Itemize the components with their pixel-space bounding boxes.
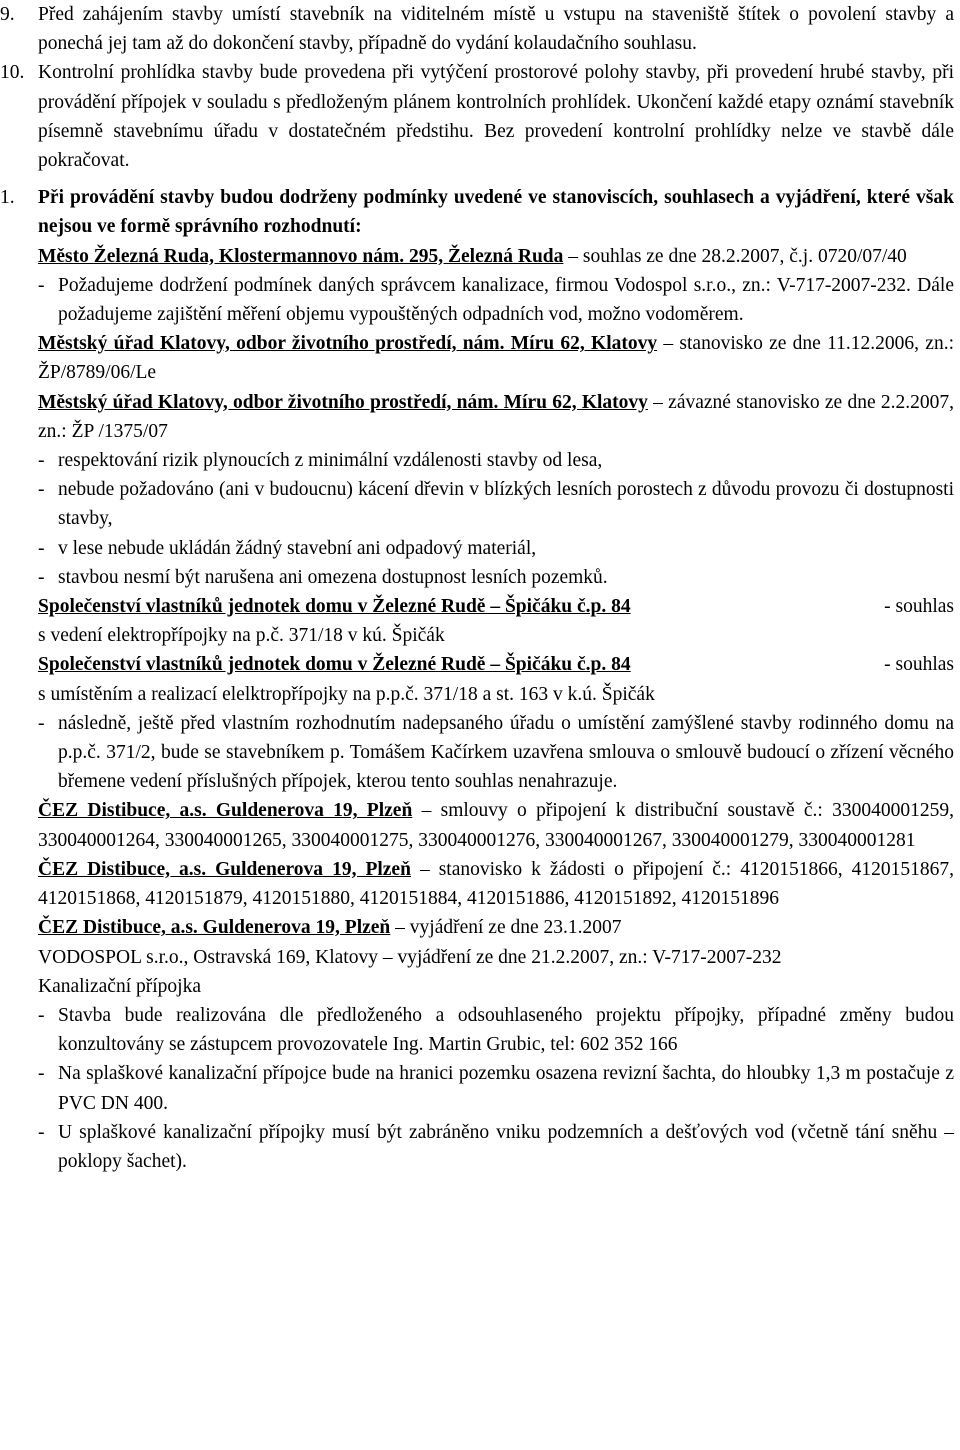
- list-item: [38, 1059, 954, 1117]
- authority-heading: Společenství vlastníků jednotek domu v Železné Rudě – Špičáku č.p. 84: [38, 596, 631, 618]
- dash-marker: -: [38, 274, 45, 296]
- list-item: [38, 475, 954, 533]
- condition-10: [0, 58, 954, 175]
- authority-type: - souhlas: [884, 596, 954, 618]
- section-mesto: [38, 242, 954, 271]
- authority-heading: ČEZ Distibuce, a.s. Guldenerova 19, Plzeň: [38, 800, 413, 822]
- list-item-text: Stavba bude realizována dle předloženého a odsouhlaseného projektu přípojky, případné změny budou konzultovány se zástupcem provozovatele Ing. Martin Grubic, tel: 602 352 166: [58, 1004, 954, 1056]
- condition-text: Před zahájením stavby umístí stavebník na viditelném místě u vstupu na staveniště štítek o povolení stavby a ponechá jej tam až do dokončení stavby, případně do vydání kolaudačního souhlasu.: [38, 4, 954, 55]
- list-item-text: následně, ještě před vlastním rozhodnutím nadepsaného úřadu o umístění zamýšlené stavby rodinného domu na p.p.č. 371/2, bude se stavebníkem p. Tomášem Kačírkem uzavřena smlouva o smlouvě budoucí o zřízení věcného břemene vedení příslušných přípojek, kterou tento souhlas nenahrazuje.: [58, 712, 954, 793]
- list-item: [38, 1118, 954, 1176]
- list-item-text: nebude požadováno (ani v budoucnu) kácení dřevin v blízkých lesních porostech z důvodu provozu či dostupnosti stavby,: [58, 479, 954, 530]
- dash-marker: -: [38, 1004, 45, 1026]
- authority-detail: – stanovisko k žádosti o připojení č.: 4120151866, 4120151867, 4120151868, 4120151879, 4120151880, 4120151884, 4120151886, 4120151892, 4120151896: [38, 858, 954, 910]
- authority-heading: Městský úřad Klatovy, odbor životního prostředí, nám. Míru 62, Klatovy: [38, 333, 658, 355]
- authority-detail: – smlouvy o připojení k distribuční soustavě č.: 330040001259, 330040001264, 330040001265, 330040001275, 330040001276, 330040001267, 330040001279, 330040001281: [38, 800, 954, 851]
- authority-heading: Městský úřad Klatovy, odbor životního prostředí, nám. Míru 62, Klatovy: [38, 391, 648, 413]
- condition-number: 10.: [0, 62, 25, 84]
- list-item: [38, 563, 954, 592]
- list-item: [38, 446, 954, 475]
- section-heading-kanalizace: Kanalizační přípojka: [38, 975, 201, 997]
- section-cez2: [38, 855, 954, 913]
- section-vodospol: VODOSPOL s.r.o., Ostravská 169, Klatovy – vyjádření ze dne 21.2.2007, zn.: V-717-2007-232: [38, 946, 782, 968]
- section-svj2: [38, 650, 954, 679]
- section-cez1: [38, 796, 954, 854]
- condition-9: [0, 0, 954, 58]
- authority-detail: s vedení elektropřípojky na p.č. 371/18 v kú. Špičák: [38, 625, 445, 647]
- list-item-text: stavbou nesmí být narušena ani omezena dostupnost lesních pozemků.: [58, 566, 608, 588]
- list-item-text: Na splaškové kanalizační přípojce bude na hranici pozemku osazena revizní šachta, do hloubky 1,3 m postačuje z PVC DN 400.: [58, 1063, 954, 1114]
- condition-1: [0, 183, 954, 241]
- authority-heading: Společenství vlastníků jednotek domu v Železné Rudě – Špičáku č.p. 84: [38, 654, 631, 676]
- list-item: [38, 1001, 954, 1059]
- condition-text: Kontrolní prohlídka stavby bude provedena při vytýčení prostorové polohy stavby, při provedení hrubé stavby, při provádění přípojek v souladu s předloženým plánem kontrolních prohlídek. Ukončení každé etapy oznámí stavebník písemně stavebnímu úřadu v dostatečném předstihu. Bez provedení kontrolní prohlídky nelze ve stavbě dále pokračovat.: [38, 62, 954, 172]
- authority-detail: s umístěním a realizací elelktropřípojky na p.p.č. 371/18 a st. 163 v k.ú. Špičák: [38, 683, 655, 705]
- authority-detail: – vyjádření ze dne 23.1.2007: [390, 917, 622, 939]
- list-item-text: U splaškové kanalizační přípojky musí být zabráněno vniku podzemních a dešťových vod (včetně tání sněhu – poklopy šachet).: [58, 1121, 954, 1172]
- list-item-text: respektování rizik plynoucích z minimální vzdálenosti stavby od lesa,: [58, 450, 603, 472]
- authority-detail: – závazné stanovisko ze dne 2.2.2007, zn.: ŽP /1375/07: [38, 391, 954, 442]
- list-item: [38, 271, 954, 329]
- dash-marker: -: [38, 712, 45, 734]
- section-svj1: [38, 592, 954, 621]
- authority-detail: – souhlas ze dne 28.2.2007, č.j. 0720/07/40: [563, 245, 907, 267]
- authority-heading: Město Železná Ruda, Klostermannovo nám. 295, Železná Ruda: [38, 245, 564, 267]
- dash-marker: -: [38, 1063, 45, 1085]
- list-item-text: Požadujeme dodržení podmínek daných správcem kanalizace, firmou Vodospol s.r.o., zn.: V-717-2007-232. Dále požadujeme zajištění měření objemu vypouštěných odpadních vod, možno vodoměrem.: [58, 274, 954, 326]
- section-muk2: [38, 388, 954, 446]
- section-cez3: [38, 913, 954, 942]
- list-item: [38, 534, 954, 563]
- condition-number: 1.: [0, 187, 15, 209]
- section-muk1: [38, 329, 954, 387]
- dash-marker: -: [38, 566, 45, 588]
- dash-marker: -: [38, 537, 45, 559]
- list-item-text: v lese nebude ukládán žádný stavební ani odpadový materiál,: [58, 537, 537, 559]
- dash-marker: -: [38, 1121, 45, 1143]
- authority-detail: – stanovisko ze dne 11.12.2006, zn.: ŽP/8789/06/Le: [38, 333, 954, 384]
- condition-text: Při provádění stavby budou dodrženy podmínky uvedené ve stanoviscích, souhlasech a vyjádření, které však nejsou ve formě správního rozhodnutí:: [38, 187, 954, 238]
- authority-type: - souhlas: [884, 654, 954, 676]
- authority-heading: ČEZ Distibuce, a.s. Guldenerova 19, Plzeň: [38, 858, 411, 880]
- dash-marker: -: [38, 450, 45, 472]
- list-item: [38, 709, 954, 797]
- condition-number: 9.: [0, 4, 15, 25]
- authority-heading: ČEZ Distibuce, a.s. Guldenerova 19, Plzeň: [38, 917, 391, 939]
- dash-marker: -: [38, 479, 45, 501]
